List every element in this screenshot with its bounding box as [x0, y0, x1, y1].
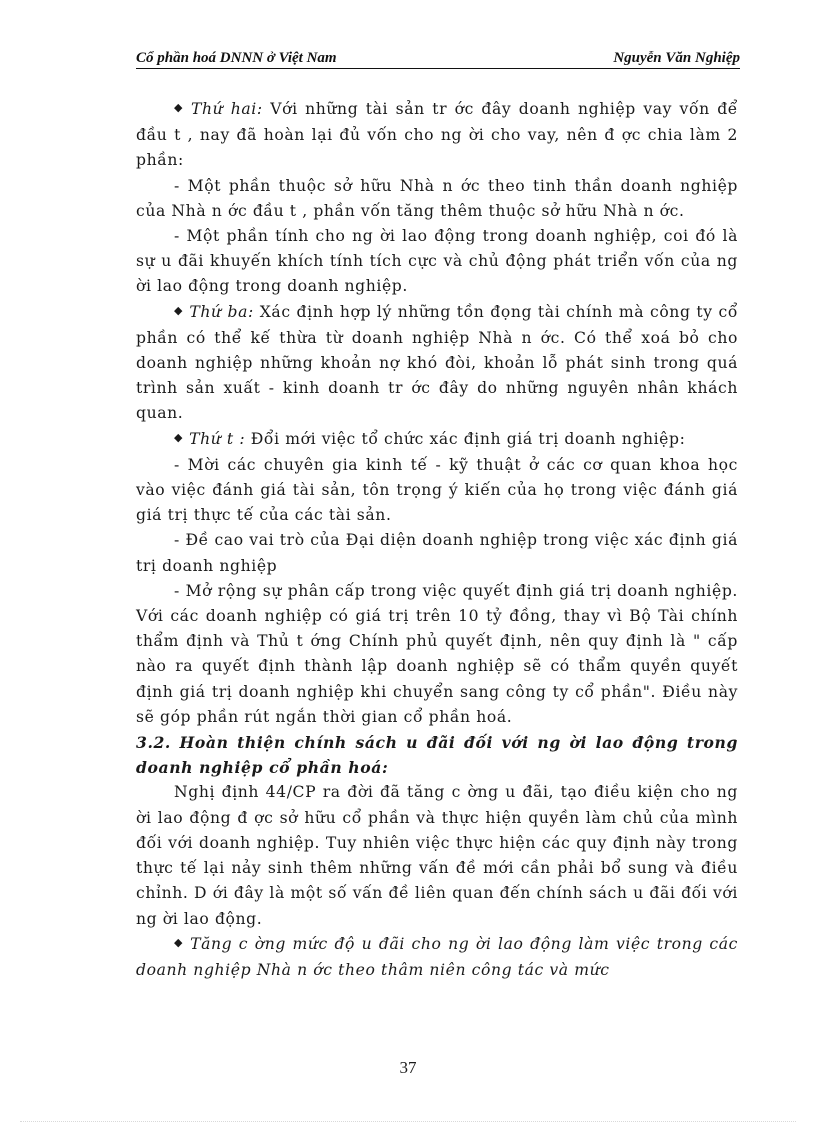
paragraph-text: Xác định hợp lý những tồn đọng tài chính mà công ty cổ phần có thể kế thừa từ doanh nghiệp Nhà n ớc. Có thể xoá bỏ cho doanh nghiệp những khoản nợ khó đòi, khoản lỗ phát sinh trong quá trình sản xuất - kinh doanh tr ớc đây do những nguyên nhân khách quan. — [136, 302, 739, 423]
diamond-bullet-icon: ◆ — [174, 101, 185, 114]
diamond-bullet-icon: ◆ — [174, 303, 184, 317]
paragraph-label: Thứ t : — [189, 429, 246, 448]
paragraph-thu-hai — [136, 97, 738, 174]
paragraph-thu-ba — [136, 300, 738, 427]
paragraph-text: Tăng c ờng mức độ u đãi cho ng ời lao động làm việc trong các doanh nghiệp Nhà n ớc theo thâm niên công tác và mức — [136, 934, 738, 979]
page-body — [136, 97, 738, 983]
header-author: Nguyễn Văn Nghiệp — [613, 50, 740, 66]
paragraph: Nghị định 44/CP ra đời đã tăng c ờng u đãi, tạo điều kiện cho ng ời lao động đ ợc sở hữu cổ phần và thực hiện quyền làm chủ của mình đối với doanh nghiệp. Tuy nhiên việc thực hiện các quy định này trong thực tế lại nảy sinh thêm những vấn đề mới cần phải bổ sung và điều chỉnh. D ới đây là một số vấn đề liên quan đến chính sách u đãi đối với ng ời lao động. — [136, 783, 738, 928]
header-rule — [136, 68, 740, 69]
running-header — [136, 50, 740, 70]
list-item: - Một phần thuộc sở hữu Nhà n ớc theo tinh thần doanh nghiệp của Nhà n ớc đầu t , phần vốn tăng thêm thuộc sở hữu Nhà n ớc. — [136, 176, 738, 220]
diamond-bullet-icon: ◆ — [174, 430, 184, 444]
list-item: - Một phần tính cho ng ời lao động trong doanh nghiệp, coi đó là sự u đãi khuyến khích tính tích cực và chủ động phát triển vốn của ng ời lao động trong doanh nghiệp. — [136, 227, 738, 296]
paragraph-text: Với những tài sản tr ớc đây doanh nghiệp vay vốn để đầu t , nay đã hoàn lại đủ vốn cho ng ời cho vay, nên đ ợc chia làm 2 phần: — [136, 100, 738, 170]
page-edge-divider — [20, 1121, 796, 1122]
paragraph-label: Thứ hai: — [190, 100, 263, 118]
page-number: 37 — [399, 1058, 417, 1077]
paragraph-text: Đổi mới việc tổ chức xác định giá trị doanh nghiệp: — [245, 429, 686, 448]
list-item: - Mở rộng sự phân cấp trong việc quyết định giá trị doanh nghiệp. Với các doanh nghiệp có giá trị trên 10 tỷ đồng, thay vì Bộ Tài chính thẩm định và Thủ t ớng Chính phủ quyết định, nên quy định là " cấp nào ra quyết định thành lập doanh nghiệp sẽ có thẩm quyền quyết định giá trị doanh nghiệp khi chuyển sang công ty cổ phần". Điều này sẽ góp phần rút ngắn thời gian cổ phần hoá. — [136, 581, 738, 726]
list-item: - Đề cao vai trò của Đại diện doanh nghiệp trong việc xác định giá trị doanh nghiệp — [136, 531, 738, 575]
paragraph-thu-tu — [136, 427, 738, 453]
section-heading: 3.2. Hoàn thiện chính sách u đãi đối với ng ời lao động trong doanh nghiệp cổ phần hoá: — [136, 733, 738, 778]
diamond-bullet-icon: ◆ — [174, 935, 185, 949]
paragraph-label: Thứ ba: — [189, 302, 254, 321]
paragraph-bullet — [136, 932, 738, 983]
list-item: - Mời các chuyên gia kinh tế - kỹ thuật ở các cơ quan khoa học vào việc đánh giá tài sản, tôn trọng ý kiến của họ trong việc đánh giá giá trị thực tế của các tài sản. — [136, 455, 738, 525]
header-title: Cổ phần hoá DNNN ở Việt Nam — [136, 50, 337, 66]
